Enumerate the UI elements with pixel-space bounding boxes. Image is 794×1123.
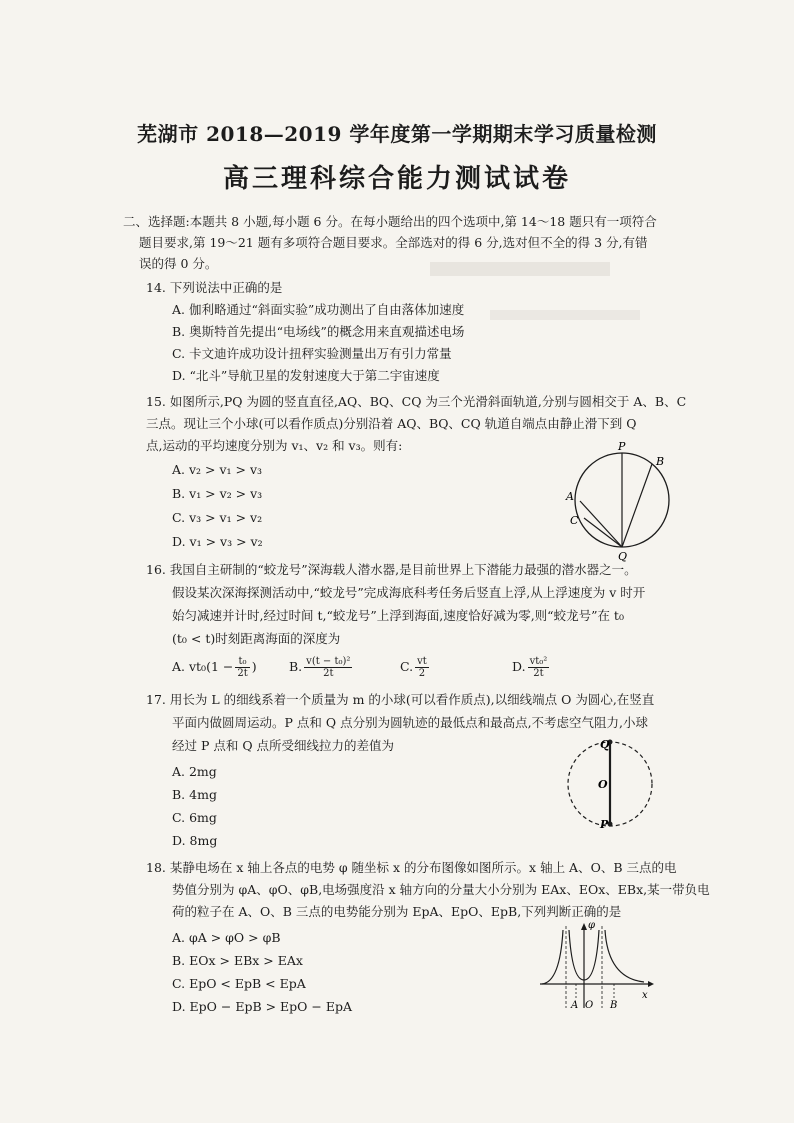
exam-title: 芜湖市 2018—2019 学年度第一学期期末学习质量检测 bbox=[137, 122, 657, 146]
label-q: Q bbox=[618, 550, 628, 562]
question-17-option: C. 6mg bbox=[172, 810, 217, 825]
y-axis-arrow bbox=[581, 923, 587, 930]
numerator: t₀ bbox=[235, 656, 249, 668]
label-x: x bbox=[642, 990, 648, 1001]
section-intro-line: 二、选择题:本题共 8 小题,每小题 6 分。在每小题给出的四个选项中,第 14～18 题只有一项符合 bbox=[123, 214, 657, 229]
exam-subtitle: 高三理科综合能力测试试卷 bbox=[222, 164, 571, 194]
label-a: A bbox=[566, 490, 574, 503]
numerator: v(t − t₀)² bbox=[306, 656, 351, 667]
question-15-stem-line: 点,运动的平均速度分别为 v₁、v₂ 和 v₃。则有: bbox=[146, 438, 403, 453]
label-q: Q bbox=[600, 738, 610, 751]
question-17-stem-line: 17. 用长为 L 的细线系着一个质量为 m 的小球(可以看作质点),以细线端点 O 为圆心,在竖直 bbox=[146, 692, 655, 707]
label-c: C bbox=[570, 514, 579, 527]
question-16-option-d bbox=[512, 656, 551, 679]
question-15-option: D. v₁ > v₃ > v₂ bbox=[172, 534, 263, 549]
numerator: vt bbox=[417, 656, 427, 667]
label-phi: φ bbox=[588, 920, 596, 931]
question-18-stem-line: 18. 某静电场在 x 轴上各点的电势 φ 随坐标 x 的分布图像如图所示。x 轴上 A、O、B 三点的电 bbox=[146, 860, 677, 875]
question-16-stem-line: 假设某次深海探测活动中,“蛟龙号”完成海底科考任务后竖直上浮,从上浮速度为 v 时开 bbox=[172, 585, 646, 600]
option-d-prefix: D. bbox=[512, 659, 526, 674]
question-17-option: A. 2mg bbox=[172, 764, 217, 779]
numerator: vt₀² bbox=[529, 656, 548, 667]
potential-curve-right bbox=[605, 930, 644, 982]
question-15-stem-line: 三点。现让三个小球(可以看作质点)分别沿着 AQ、BQ、CQ 轨道自端点由静止滑下到 Q bbox=[146, 416, 637, 431]
question-18-option: C. EpO < EpB < EpA bbox=[172, 976, 306, 991]
denominator: 2t bbox=[533, 668, 544, 679]
fraction bbox=[415, 656, 429, 679]
fraction bbox=[304, 656, 352, 679]
label-o: O bbox=[585, 1000, 594, 1011]
option-b-prefix: B. bbox=[289, 659, 303, 674]
question-17-option: D. 8mg bbox=[172, 833, 218, 848]
label-p: P bbox=[618, 440, 626, 453]
label-b: B bbox=[610, 1000, 618, 1011]
denominator: 2t bbox=[237, 668, 248, 679]
fraction bbox=[235, 656, 249, 679]
question-17-stem-line: 经过 P 点和 Q 点所受细线拉力的差值为 bbox=[172, 738, 395, 753]
question-18-stem-line: 荷的粒子在 A、O、B 三点的电势能分别为 EpA、EpO、EpB,下列判断正确的是 bbox=[172, 904, 622, 919]
track-bq bbox=[622, 464, 652, 547]
question-16-option-b bbox=[289, 656, 354, 679]
fraction bbox=[528, 656, 550, 679]
question-16-option-a bbox=[172, 656, 257, 679]
option-c-prefix: C. bbox=[400, 659, 414, 674]
question-16-stem-line: 始匀减速并计时,经过时间 t,“蛟龙号”上浮到海面,速度恰好减为零,则“蛟龙号”在 t₀ bbox=[172, 608, 624, 623]
section-intro-line: 误的得 0 分。 bbox=[139, 256, 218, 271]
potential-graph-figure bbox=[536, 918, 658, 1012]
circle-incline-figure bbox=[560, 438, 680, 562]
bleed-through-shadow bbox=[490, 310, 640, 320]
bleed-through-shadow bbox=[430, 262, 610, 276]
question-16-option-c bbox=[400, 656, 431, 679]
question-14-option: D. “北斗”导航卫星的发射速度大于第二宇宙速度 bbox=[172, 368, 440, 383]
option-a-suffix: ) bbox=[251, 659, 257, 674]
question-17-option: B. 4mg bbox=[172, 787, 217, 802]
potential-curve-left bbox=[542, 930, 563, 984]
question-16-stem-line: 16. 我国自主研制的“蛟龙号”深海载人潜水器,是目前世界上下潜能力最强的潜水器之一。 bbox=[146, 562, 637, 577]
question-16-stem-line: (t₀ < t)时刻距离海面的深度为 bbox=[172, 631, 341, 646]
denominator: 2t bbox=[323, 668, 334, 679]
question-18-option: D. EpO − EpB > EpO − EpA bbox=[172, 999, 352, 1014]
label-p: P bbox=[600, 818, 609, 831]
denominator: 2 bbox=[418, 668, 426, 679]
question-14-stem: 14. 下列说法中正确的是 bbox=[146, 280, 283, 295]
track-aq bbox=[580, 501, 622, 547]
question-14-option: B. 奥斯特首先提出“电场线”的概念用来直观描述电场 bbox=[172, 324, 465, 339]
question-15-stem-line: 15. 如图所示,PQ 为圆的竖直直径,AQ、BQ、CQ 为三个光滑斜面轨道,分别与圆相交于 A、B、C bbox=[146, 394, 687, 409]
section-intro-line: 题目要求,第 19～21 题有多项符合题目要求。全部选对的得 6 分,选对但不全的得 3 分,有错 bbox=[139, 235, 648, 250]
x-axis-arrow bbox=[648, 981, 654, 987]
label-o: O bbox=[598, 778, 608, 791]
question-18-option: A. φA > φO > φB bbox=[172, 930, 281, 945]
question-18-stem-line: 势值分别为 φA、φO、φB,电场强度沿 x 轴方向的分量大小分别为 EAx、EOx、EBx,某一带负电 bbox=[172, 882, 710, 897]
question-18-option: B. EOx > EBx > EAx bbox=[172, 953, 303, 968]
question-14-option: A. 伽利略通过“斜面实验”成功测出了自由落体加速度 bbox=[172, 302, 465, 317]
question-15-option: C. v₃ > v₁ > v₂ bbox=[172, 510, 263, 525]
label-b: B bbox=[656, 455, 665, 468]
question-15-option: B. v₁ > v₂ > v₃ bbox=[172, 486, 263, 501]
vertical-circle-figure bbox=[548, 732, 678, 832]
question-15-option: A. v₂ > v₁ > v₃ bbox=[172, 462, 263, 477]
question-14-option: C. 卡文迪许成功设计扭秤实验测量出万有引力常量 bbox=[172, 346, 452, 361]
question-17-stem-line: 平面内做圆周运动。P 点和 Q 点分别为圆轨迹的最低点和最高点,不考虑空气阻力,小球 bbox=[172, 715, 649, 730]
option-a-prefix: A. vt₀(1 − bbox=[172, 659, 234, 674]
label-a: A bbox=[571, 1000, 579, 1011]
